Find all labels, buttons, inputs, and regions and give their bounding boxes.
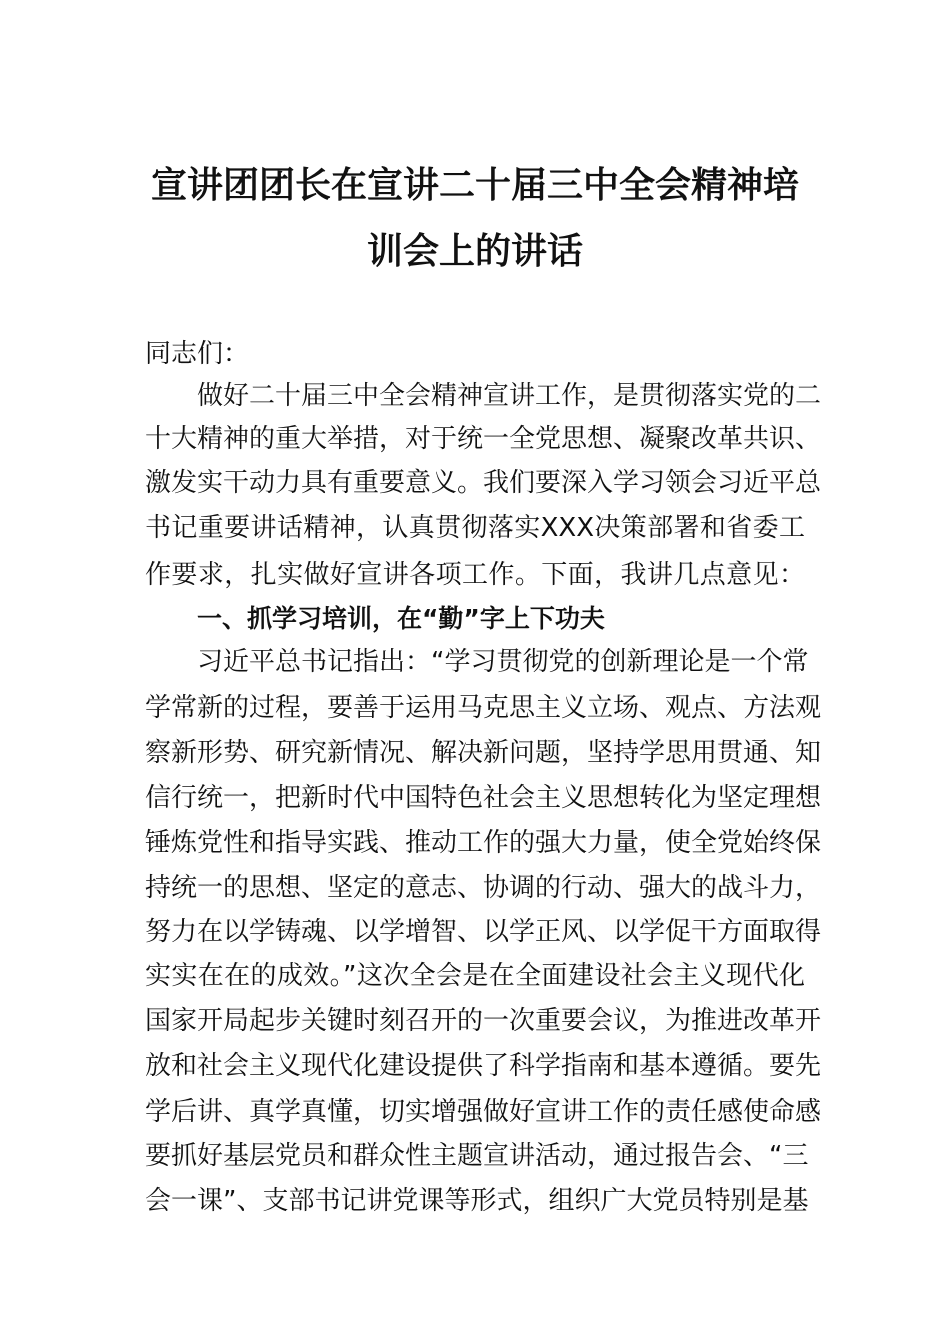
body-line: 放和社会主义现代化建设提供了科学指南和基本遵循。要先 [145,1051,822,1081]
body-line: 实实在在的成效。”这次全会是在全面建设社会主义现代化 [145,961,805,991]
body-line: 学后讲、真学真懂，切实增强做好宣讲工作的责任感使命感 [145,1097,822,1127]
body-line: 努力在以学铸魂、以学增智、以学正风、以学促干方面取得 [145,917,822,947]
body-line: 要抓好基层党员和群众性主题宣讲活动，通过报告会、“三 [145,1141,809,1171]
intro-line: 书记重要讲话精神，认真贯彻落实XXX决策部署和省委工 [145,513,805,543]
salutation: 同志们： [145,339,250,369]
document-title-line-1: 宣讲团团长在宣讲二十届三中全会精神培 [150,164,799,206]
intro-line: 作要求，扎实做好宣讲各项工作。下面，我讲几点意见： [145,560,805,590]
body-line: 国家开局起步关键时刻召开的一次重要会议，为推进改革开 [145,1006,822,1036]
section-heading: 一、抓学习培训，在“勤”字上下功夫 [197,604,605,633]
body-line: 习近平总书记指出：“学习贯彻党的创新理论是一个常 [197,647,809,677]
intro-line: 十大精神的重大举措，对于统一全党思想、凝聚改革共识、 [145,424,822,454]
document-title-line-2: 训会上的讲话 [366,230,583,272]
body-line: 持统一的思想、坚定的意志、协调的行动、强大的战斗力， [145,873,822,903]
body-line: 锤炼党性和指导实践、推动工作的强大力量，使全党始终保 [145,828,822,858]
body-line: 学常新的过程，要善于运用马克思主义立场、观点、方法观 [145,693,822,723]
body-line: 察新形势、研究新情况、解决新问题，坚持学思用贯通、知 [145,738,822,768]
body-line: 信行统一，把新时代中国特色社会主义思想转化为坚定理想 [145,783,822,813]
body-line: 会一课”、支部书记讲党课等形式，组织广大党员特别是基 [145,1186,809,1216]
intro-line: 激发实干动力具有重要意义。我们要深入学习领会习近平总 [145,468,822,498]
intro-line: 做好二十届三中全会精神宣讲工作，是贯彻落实党的二 [197,381,822,411]
